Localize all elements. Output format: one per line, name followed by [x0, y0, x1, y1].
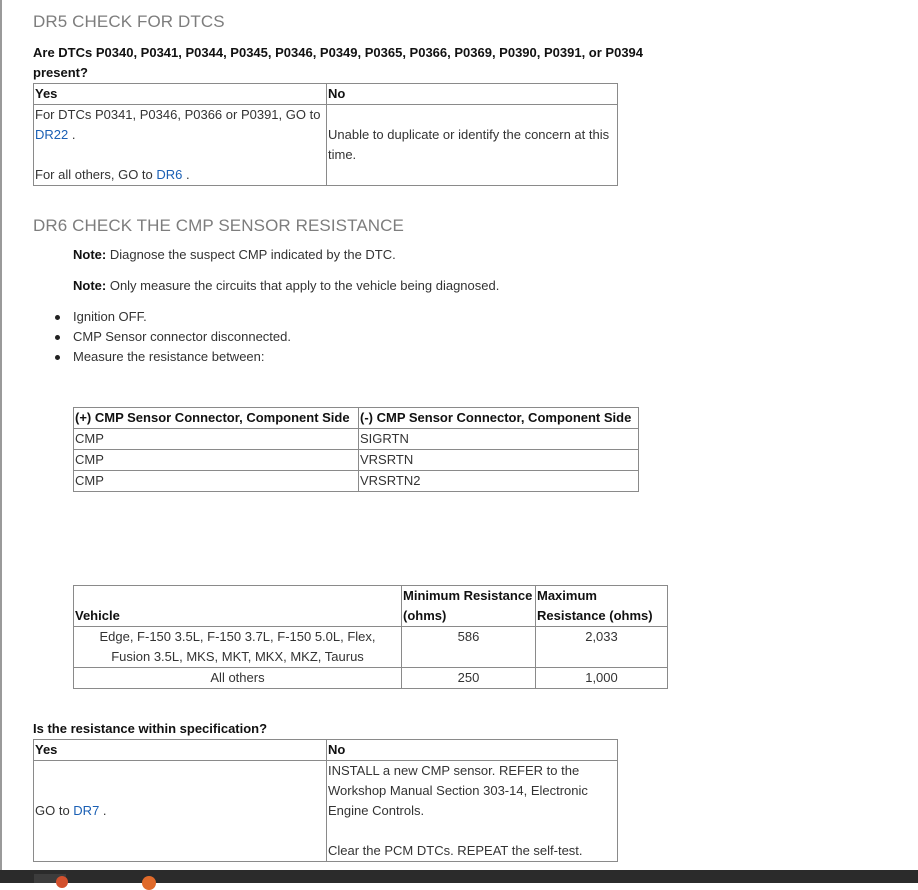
vehicle-cell: All others [74, 668, 402, 689]
dr6-steps-list [53, 307, 291, 367]
dr6-note-2 [73, 278, 499, 293]
dr5-yes-text-1: For DTCs P0341, P0346, P0366 or P0391, GO to [35, 107, 321, 122]
resistance-table [73, 585, 668, 689]
max-cell: 2,033 [536, 627, 668, 668]
dr7-link[interactable]: DR7 [73, 803, 100, 818]
dr5-result-table [33, 83, 618, 186]
table-cell: CMP [74, 450, 359, 471]
min-cell: 586 [402, 627, 536, 668]
dr5-heading: DR5 CHECK FOR DTCS [33, 12, 225, 31]
table-cell: SIGRTN [359, 429, 639, 450]
max-cell: 1,000 [536, 668, 668, 689]
max-resistance-header: Maximum Resistance (ohms) [536, 586, 668, 627]
dr6-yes-text-end: . [99, 803, 107, 818]
dr6-no-text-1: INSTALL a new CMP sensor. REFER to the Workshop Manual Section 303-14, Electronic Engine Controls. [328, 763, 588, 818]
dr5-no-cell: Unable to duplicate or identify the concern at this time. [327, 105, 618, 186]
table-cell: CMP [74, 471, 359, 492]
list-item: Ignition OFF. [53, 307, 291, 327]
table-row [74, 450, 639, 471]
list-item: CMP Sensor connector disconnected. [53, 327, 291, 347]
app-icon[interactable] [56, 876, 68, 888]
table-row [74, 668, 668, 689]
vehicle-header: Vehicle [74, 586, 402, 627]
dr5-question: Are DTCs P0340, P0341, P0344, P0345, P0346, P0349, P0365, P0366, P0369, P0390, P0391, or P0394 present? [33, 45, 644, 80]
min-resistance-header: Minimum Resistance (ohms) [402, 586, 536, 627]
note-text: Diagnose the suspect CMP indicated by the DTC. [106, 247, 396, 262]
table-cell: VRSRTN2 [359, 471, 639, 492]
dr6-result-table [33, 739, 618, 862]
dr6-no-cell [327, 761, 618, 862]
dr6-yes-text: GO to [35, 803, 74, 818]
dr5-no-header: No [327, 84, 618, 105]
table-row [74, 471, 639, 492]
dr6-no-header: No [327, 740, 618, 761]
dr6-no-text-2: Clear the PCM DTCs. REPEAT the self-test. [328, 843, 583, 858]
page-left-border [0, 0, 2, 870]
taskbar [0, 870, 918, 883]
dr6-yes-header: Yes [34, 740, 327, 761]
vehicle-cell: Edge, F-150 3.5L, F-150 3.7L, F-150 5.0L, Flex, Fusion 3.5L, MKS, MKT, MKX, MKZ, Taurus [74, 627, 402, 668]
dr6-heading: DR6 CHECK THE CMP SENSOR RESISTANCE [33, 216, 404, 235]
dr5-yes-text-2-end: . [182, 167, 190, 182]
circuit-table [73, 407, 639, 492]
dr5-yes-header: Yes [34, 84, 327, 105]
dr6-note-1 [73, 247, 396, 262]
app-icon[interactable] [142, 876, 156, 890]
note-label: Note: [73, 278, 107, 293]
circuit-header-negative: (-) CMP Sensor Connector, Component Side [359, 408, 639, 429]
table-row [74, 627, 668, 668]
note-label: Note: [73, 247, 107, 262]
dr6-link[interactable]: DR6 [156, 167, 183, 182]
min-cell: 250 [402, 668, 536, 689]
note-text: Only measure the circuits that apply to the vehicle being diagnosed. [106, 278, 500, 293]
dr6-yes-cell [34, 761, 327, 862]
dr5-yes-text-1-end: . [68, 127, 76, 142]
dr5-yes-text-2: For all others, GO to [35, 167, 157, 182]
list-item: Measure the resistance between: [53, 347, 291, 367]
dr22-link[interactable]: DR22 [35, 127, 69, 142]
dr5-yes-cell [34, 105, 327, 186]
dr6-question: Is the resistance within specification? [33, 721, 268, 736]
table-cell: CMP [74, 429, 359, 450]
table-row [74, 429, 639, 450]
table-cell: VRSRTN [359, 450, 639, 471]
circuit-header-positive: (+) CMP Sensor Connector, Component Side [74, 408, 359, 429]
